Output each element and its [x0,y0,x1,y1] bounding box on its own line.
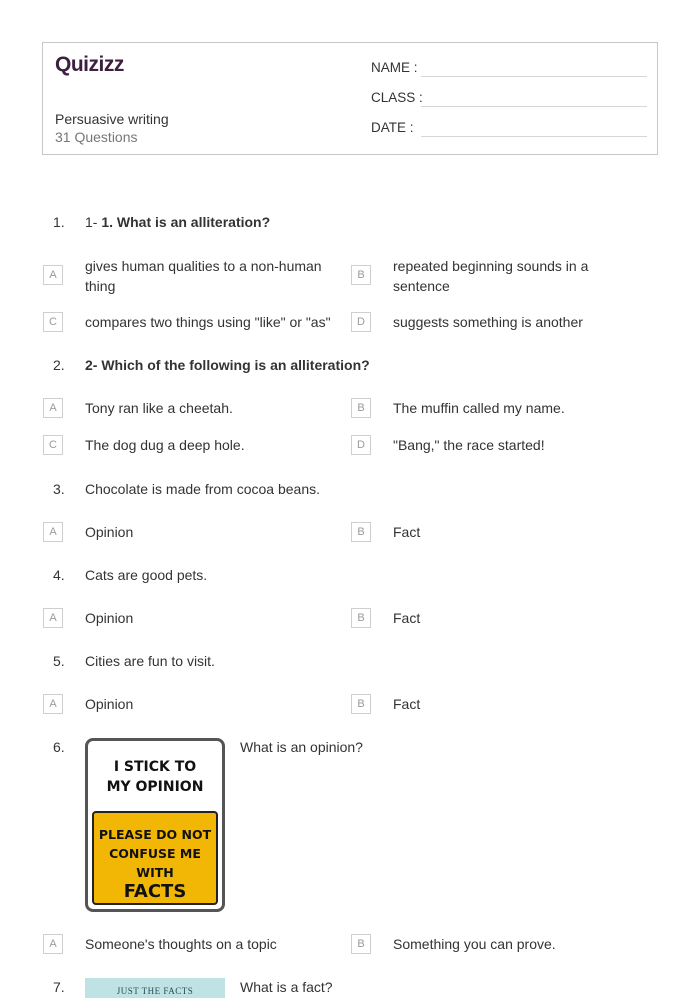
question-text: What is a fact? [240,979,333,995]
question-number: 7. [53,979,65,995]
opinion-sign-image [85,738,225,912]
option-letter: A [43,694,63,714]
option-letter: B [351,608,371,628]
question-text [85,357,370,373]
option-text: Fact [393,524,421,540]
option-text: Opinion [85,696,134,712]
option-letter: A [43,934,63,954]
quizizz-logo: Quizizz [55,53,124,76]
question-6-text [240,739,363,755]
sign-top-panel [92,745,218,809]
question-title: 1. What is an alliteration? [101,214,271,230]
option-text: Opinion [85,524,134,540]
sign-text-line: CONFUSE ME WITH [109,846,201,880]
option-text: Fact [393,696,421,712]
date-line [421,136,647,137]
question-text: Chocolate is made from cocoa beans. [85,481,321,497]
question-7-text [240,979,333,995]
option-letter: D [351,312,371,332]
question-text: What is an opinion? [240,739,363,755]
option-letter: A [43,265,63,285]
option-text: Something you can prove. [393,936,556,952]
option-text: Opinion [85,610,134,626]
just-the-facts-image [85,978,225,998]
question-text: Cities are fun to visit. [85,653,215,669]
option-letter: A [43,608,63,628]
option-letter: B [351,398,371,418]
sign-text-line: MY OPINION [106,779,204,795]
option-text: Someone's thoughts on a topic [85,936,277,952]
class-line [421,106,647,107]
class-label: CLASS : [371,90,423,105]
option-letter: B [351,522,371,542]
option-letter: B [351,265,371,285]
option-text: gives human qualities to a non-human thing [85,258,322,294]
option-letter: A [43,398,63,418]
question-count: 31 Questions [55,129,138,145]
name-line [421,76,647,77]
question-number: 4. [53,567,65,583]
option-text: suggests something is another [393,314,583,330]
question-text [85,214,270,230]
option-text: Tony ran like a cheetah. [85,400,233,416]
class-field [371,90,423,105]
question-number: 2. [53,357,65,373]
question-title: 2- Which of the following is an alliteration? [85,357,370,373]
worksheet-header [42,42,658,155]
question-prefix: 1- [85,214,102,230]
option-letter: C [43,312,63,332]
name-field [371,60,418,75]
option-text: "Bang," the race started! [393,437,545,453]
option-letter: D [351,435,371,455]
sign-bottom-panel [92,811,218,905]
option-letter: C [43,435,63,455]
image-caption: JUST THE FACTS [116,986,194,996]
question-number: 3. [53,481,65,497]
question-number: 1. [53,214,65,230]
question-number: 6. [53,739,65,755]
sign-text-line: PLEASE DO NOT [98,827,212,842]
option-text: repeated beginning sounds in a sentence [393,258,589,294]
date-label: DATE : [371,120,414,135]
date-field [371,120,414,135]
option-text: Fact [393,610,421,626]
option-letter: B [351,934,371,954]
sign-text-line: I STICK TO [113,759,197,775]
question-text: Cats are good pets. [85,567,208,583]
worksheet-title: Persuasive writing [55,111,169,127]
option-text: compares two things using "like" or "as" [85,314,331,330]
name-label: NAME : [371,60,418,75]
sign-text-line: FACTS [123,881,187,902]
option-text: The muffin called my name. [393,400,565,416]
option-letter: A [43,522,63,542]
option-text: The dog dug a deep hole. [85,437,245,453]
question-number: 5. [53,653,65,669]
option-letter: B [351,694,371,714]
